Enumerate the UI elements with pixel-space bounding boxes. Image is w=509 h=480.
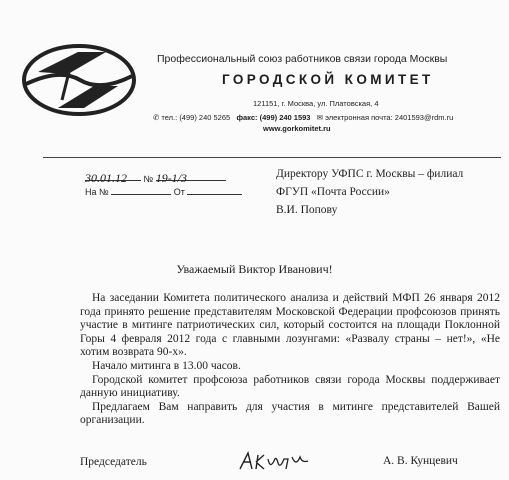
address: 121151, г. Москва, ул. Платовская, 4 (253, 99, 379, 108)
committee-title: ГОРОДСКОЙ КОМИТЕТ (222, 72, 434, 87)
body-paragraph: Начало митинга в 13.00 часов. (92, 359, 241, 372)
salutation: Уважаемый Виктор Иванович! (176, 262, 333, 276)
phone-label: тел.: (161, 113, 178, 122)
recipient-line: ФГУП «Почта России» (276, 186, 390, 198)
org-name: Профессиональный союз работников связи города Москвы (157, 53, 448, 65)
on-number-label: На № (85, 187, 109, 197)
body-paragraph: На заседании Комитета политического анализа и действий МФП 26 января 2012 года принято решение представителям Московской Федерации профсоюзов принять участие в митинге патриотических сил, который состоится на площади Поклонной Горы 4 февраля 2012 года с главными лозунгами: «Развалу страны – нет!», «Не хотим возврата 90-х». (80, 292, 500, 359)
recipient-line: В.И. Попову (276, 204, 338, 216)
letter-body (80, 292, 500, 428)
signatory-role: Председатель (80, 456, 147, 468)
fax-number: (499) 240 1593 (259, 113, 311, 122)
phone-number: (499) 240 5265 (179, 113, 231, 122)
contacts-line (153, 113, 453, 122)
email-address: 2401593@rdm.ru (394, 113, 454, 122)
fax-label: факс: (236, 113, 258, 122)
reference-date: 30.01.12 (85, 171, 127, 185)
handwritten-signature (236, 449, 314, 478)
body-paragraph: Предлагаем Вам направить для участия в митинге представителей Вашей организации. (80, 400, 500, 427)
recipient-line: Директору УФПС г. Москвы – филиал (276, 168, 464, 180)
reference-number: 19-1/3 (155, 171, 188, 185)
union-emblem-icon (20, 38, 138, 127)
email-label: электронная почта: (325, 113, 393, 122)
signatory-name: А. В. Кунцевич (383, 455, 458, 467)
website: www.gorkomitet.ru (263, 124, 331, 133)
envelope-icon: ✉ (316, 113, 324, 122)
recipient-block (276, 165, 501, 219)
from-label: От (173, 187, 185, 197)
incoming-reference (85, 185, 242, 197)
header-divider (43, 157, 501, 158)
outgoing-reference (85, 171, 226, 184)
phone-icon: ✆ (153, 113, 160, 122)
number-label: № (143, 174, 154, 184)
body-paragraph: Городской комитет профсоюза работников связи города Москвы поддерживает данную инициативу. (80, 373, 500, 400)
